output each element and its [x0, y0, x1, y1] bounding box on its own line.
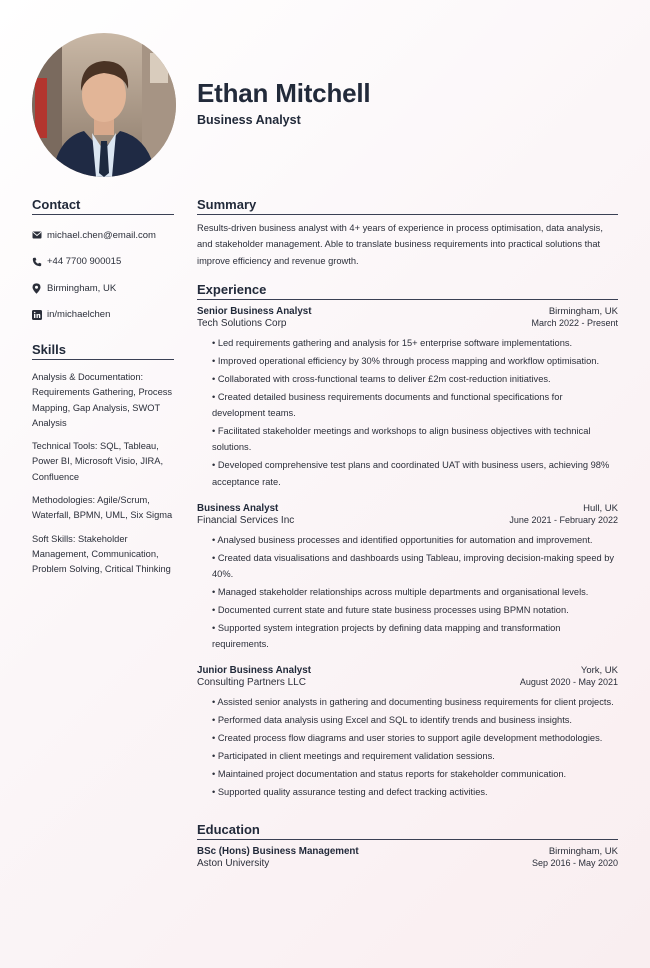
- education-entry: [197, 846, 618, 869]
- job-entry: [197, 503, 618, 653]
- education-location: Birmingham, UK: [548, 845, 618, 857]
- job-bullet: • Created process flow diagrams and user stories to support agile development methodologies.: [212, 733, 603, 744]
- summary-section-title: Summary: [197, 197, 618, 215]
- candidate-name: Ethan Mitchell: [197, 78, 371, 108]
- job-company: Consulting Partners LLC: [197, 677, 306, 689]
- job-bullet: • Developed comprehensive test plans and coordinated UAT with business users, achieving 98% acceptance rate.: [212, 460, 610, 487]
- skill-group: Soft Skills: Stakeholder Management, Communication, Problem Solving, Critical Thinking: [32, 533, 171, 575]
- job-dates: August 2020 - May 2021: [519, 677, 618, 688]
- summary-text: Results-driven business analyst with 4+ years of experience in process optimisation, data analysis, and stakeholder management. Able to translate business requirements into practical solutions that improve efficiency and revenue growth.: [197, 223, 603, 266]
- profile-photo: [32, 33, 176, 177]
- job-bullet: • Managed stakeholder relationships across multiple departments and organisational levels.: [212, 586, 589, 597]
- job-bullet: • Assisted senior analysts in gathering and documenting business requirements for client projects.: [212, 697, 614, 708]
- job-bullet: • Supported system integration projects by defining data mapping and transformation requirements.: [212, 622, 561, 650]
- skill-group: Technical Tools: SQL, Tableau, Power BI, Microsoft Visio, JIRA, Confluence: [32, 441, 164, 482]
- job-location: Hull, UK: [583, 502, 618, 514]
- job-title: Senior Business Analyst: [197, 305, 312, 317]
- job-bullets: [197, 694, 618, 800]
- contact-linkedin-text: in/michaelchen: [47, 309, 111, 321]
- job-bullet: • Created data visualisations and dashboards using Tableau, improving decision-making speed by 40%.: [212, 552, 615, 579]
- contact-email[interactable]: [32, 222, 174, 249]
- skill-group: Analysis & Documentation: Requirements Gathering, Process Mapping, Gap Analysis, SWOT Analysis: [32, 372, 173, 428]
- job-bullet: • Maintained project documentation and status reports for stakeholder communication.: [212, 769, 567, 780]
- job-entry: [197, 306, 618, 490]
- job-dates: June 2021 - February 2022: [509, 514, 618, 525]
- education-dates: Sep 2016 - May 2020: [531, 857, 618, 868]
- experience-section-title: Experience: [197, 282, 618, 300]
- left-column: [32, 197, 174, 578]
- job-bullet: • Collaborated with cross-functional teams to deliver £2m cost-reduction initiatives.: [212, 373, 551, 384]
- education-section-title: Education: [197, 822, 618, 840]
- job-title: Business Analyst: [197, 502, 279, 514]
- candidate-role: Business Analyst: [197, 113, 301, 127]
- job-bullets: [197, 335, 618, 490]
- contact-location: [32, 275, 174, 302]
- contact-phone-text: +44 7700 900015: [47, 256, 122, 268]
- contact-section-title: Contact: [32, 197, 174, 215]
- job-bullet: • Created detailed business requirements documents and functional specifications for development teams.: [212, 391, 563, 419]
- job-bullets: [197, 532, 618, 653]
- job-bullet: • Facilitated stakeholder meetings and workshops to align business objectives with technical solutions.: [212, 426, 591, 453]
- job-bullet: • Supported quality assurance testing and defect tracking activities.: [212, 787, 488, 798]
- job-bullet: • Performed data analysis using Excel and SQL to identify trends and business insights.: [212, 715, 573, 726]
- job-bullet: • Documented current state and future state business processes using BPMN notation.: [212, 604, 569, 615]
- job-location: York, UK: [580, 665, 618, 677]
- job-dates: March 2022 - Present: [531, 317, 618, 328]
- job-bullet: • Participated in client meetings and requirement validation sessions.: [212, 751, 495, 762]
- education-degree: BSc (Hons) Business Management: [197, 845, 359, 857]
- skill-group: Methodologies: Agile/Scrum, Waterfall, BPMN, UML, Six Sigma: [32, 495, 173, 521]
- contact-linkedin[interactable]: [32, 302, 174, 329]
- education-school: Aston University: [197, 857, 270, 869]
- job-bullet: • Led requirements gathering and analysis for 15+ enterprise software implementations.: [212, 337, 573, 348]
- job-entry: [197, 665, 618, 800]
- contact-email-text: michael.chen@email.com: [47, 229, 156, 241]
- right-column: [197, 197, 618, 869]
- phone-icon: [32, 257, 47, 267]
- job-company: Tech Solutions Corp: [197, 317, 287, 329]
- location-pin-icon: [32, 283, 47, 294]
- job-bullet: • Improved operational efficiency by 30% through process mapping and workflow optimisation.: [212, 355, 600, 366]
- contact-location-text: Birmingham, UK: [47, 282, 117, 294]
- job-bullet: • Analysed business processes and identified opportunities for automation and improvement.: [212, 534, 593, 545]
- skills-section-title: Skills: [32, 342, 174, 360]
- email-icon: [32, 231, 47, 239]
- contact-phone[interactable]: [32, 249, 174, 276]
- linkedin-icon: [32, 310, 47, 320]
- contact-list: [32, 222, 174, 328]
- job-location: Birmingham, UK: [548, 305, 618, 317]
- job-title: Junior Business Analyst: [197, 665, 311, 677]
- job-company: Financial Services Inc: [197, 514, 295, 526]
